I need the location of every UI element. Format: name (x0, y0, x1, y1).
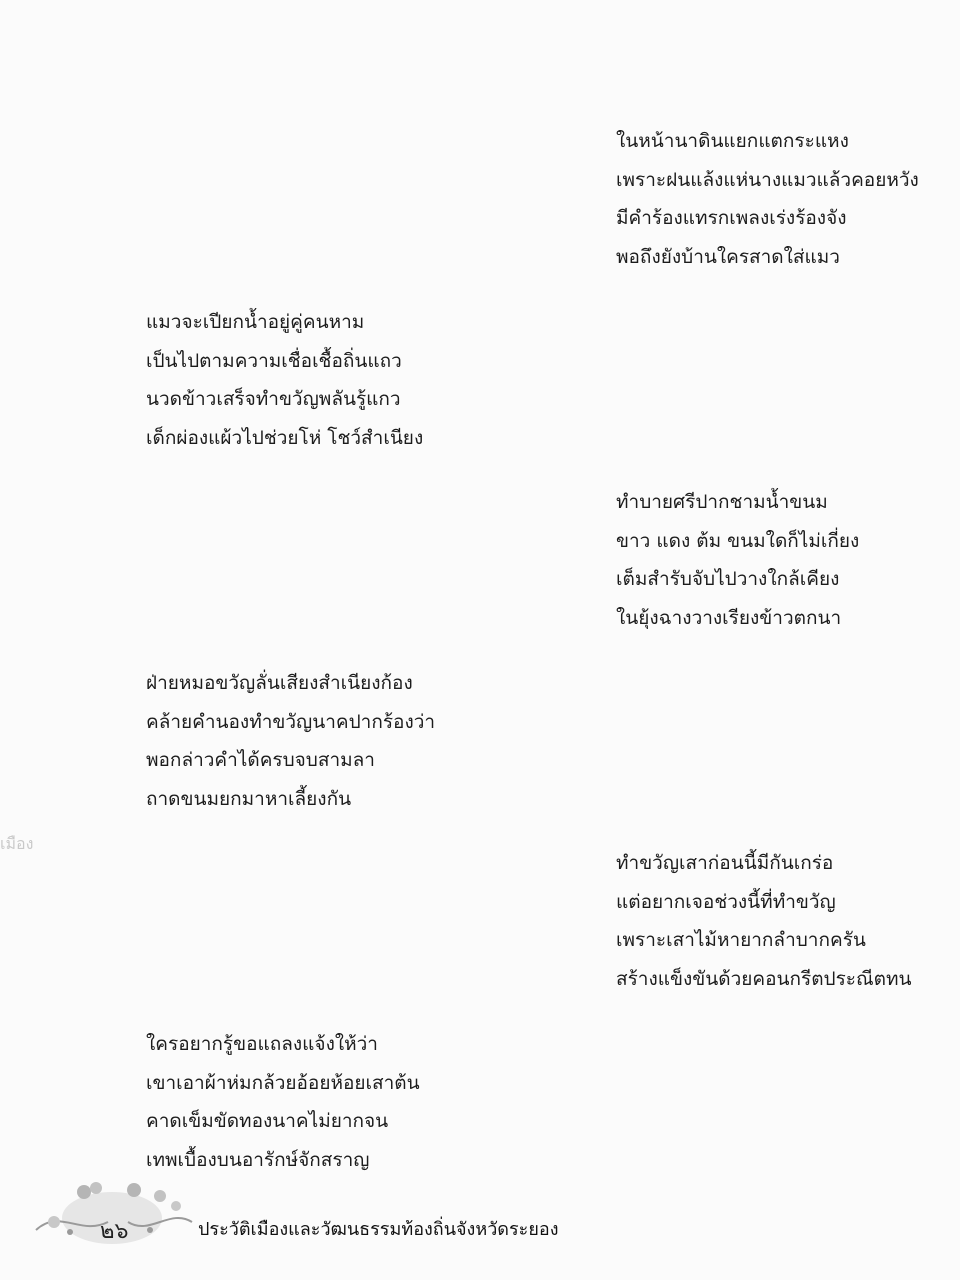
poem-line: มีคำร้องแทรกเพลงเร่งร้องจัง (616, 207, 847, 229)
stanza-5 (616, 844, 911, 998)
poem-line: ในยุ้งฉางวางเรียงข้าวตกนา (616, 606, 842, 629)
poem-line: เด็กผ่องแผ้วไปช่วยโห่ โชว์สำเนียง (146, 426, 424, 449)
book-title: ประวัติเมืองและวัฒนธรรมท้องถิ่นจังหวัดระยอง (198, 1219, 559, 1240)
poem-line: เป็นไปตามความเชื่อเชื้อถิ่นแถว (146, 349, 402, 372)
stanza-4 (146, 664, 435, 818)
poem-line: เขาเอาผ้าห่มกล้วยอ้อยห้อยเสาต้น (146, 1071, 420, 1094)
poem-line: ฝ่ายหมอขวัญลั่นเสียงสำเนียงก้อง (146, 672, 413, 694)
poem-line: พอกล่าวคำได้ครบจบสามลา (146, 749, 375, 771)
poem-line: แต่อยากเจอช่วงนี้ที่ทำขวัญ (616, 890, 836, 913)
poem-line: นวดข้าวเสร็จทำขวัญพลันรู้แกว (146, 388, 401, 410)
poem-line: พอถึงยังบ้านใครสาดใส่แมว (616, 245, 840, 268)
page-footer (30, 1178, 630, 1258)
poem-line: คล้ายคำนองทำขวัญนาคปากร้องว่า (146, 710, 436, 733)
poem-line: แมวจะเปียกน้ำอยู่คู่คนหาม (146, 311, 365, 333)
poem-line: ถาดขนมยกมาหาเลี้ยงกัน (146, 787, 352, 810)
poem-line: ในหน้านาดินแยกแตกระแหง (616, 130, 849, 152)
poem-line: เต็มสำรับจับไปวางใกล้เคียง (616, 568, 840, 590)
poem-line: ทำบายศรีปากชามน้ำขนม (616, 491, 828, 513)
poem-line: คาดเข็มขัดทองนาคไม่ยากจน (146, 1110, 389, 1132)
poem-line: ทำขวัญเสาก่อนนี้มีกันเกร่อ (616, 852, 834, 874)
poem-line: สร้างแข็งขันด้วยคอนกรีตประณีตทน (616, 967, 912, 990)
stanza-3 (616, 483, 859, 637)
poem-line: เพราะเสาไม้หายากลำบากครัน (616, 929, 866, 951)
poem-line: ใครอยากรู้ขอแถลงแจ้งให้ว่า (146, 1033, 378, 1055)
stanza-1 (616, 122, 919, 276)
poem-line: เพราะฝนแล้งแห่นางแมวแล้วคอยหวัง (616, 168, 919, 191)
stanza-6 (146, 1025, 420, 1179)
poem-line: ขาว แดง ต้ม ขนมใดก็ไม่เกี่ยง (616, 529, 860, 552)
stanza-2 (146, 303, 423, 457)
poem-line: เทพเบื้องบนอารักษ์จักสราญ (146, 1148, 370, 1171)
page-number: ๒๖ (100, 1219, 129, 1244)
margin-fragment: เมือง (0, 834, 34, 853)
